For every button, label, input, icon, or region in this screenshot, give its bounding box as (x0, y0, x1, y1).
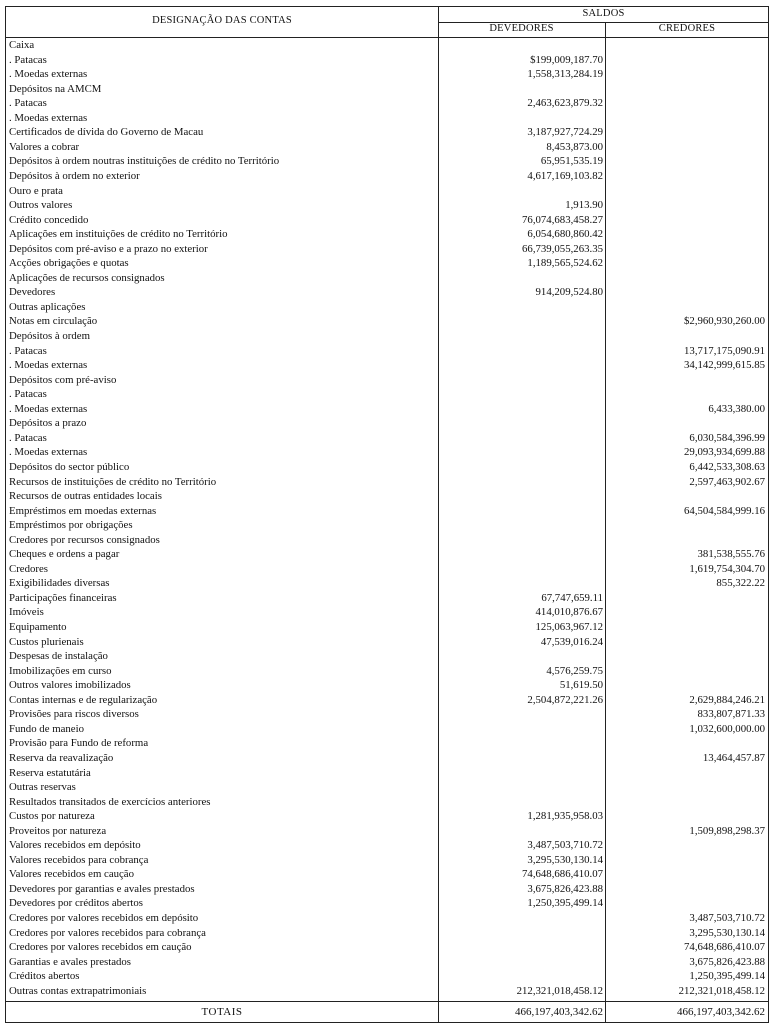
credores-value: 833,807,871.33 (697, 708, 765, 721)
account-name: Proveitos por natureza (9, 824, 107, 837)
devedores-value: 4,576,259.75 (546, 664, 603, 677)
table-row (6, 300, 770, 315)
devedores-value: 1,913.90 (565, 199, 603, 212)
credores-value: 2,629,884,246.21 (689, 693, 765, 706)
account-name: Outros valores (9, 199, 73, 212)
account-name: Equipamento (9, 621, 67, 633)
table-row (6, 489, 770, 504)
totals-credores: 466,197,403,342.62 (677, 1006, 765, 1018)
table-row (6, 169, 770, 184)
header-designacao: DESIGNAÇÃO DAS CONTAS (152, 15, 292, 26)
account-name: . Patacas (9, 97, 47, 110)
devedores-value: 67,747,659.11 (541, 591, 603, 604)
table-row (6, 402, 770, 417)
devedores-value: 3,295,530,130.14 (527, 853, 603, 866)
devedores-value: 2,463,623,879.32 (527, 97, 603, 110)
account-name: . Moedas externas (9, 402, 88, 415)
credores-value: 6,433,380.00 (708, 402, 765, 415)
table-row (6, 751, 770, 766)
devedores-value: 1,250,395,499.14 (527, 897, 603, 910)
account-name: Reserva da reavalização (9, 751, 114, 764)
account-name: Credores por recursos consignados (9, 533, 160, 546)
table-row (6, 256, 770, 271)
table-row (6, 314, 770, 329)
account-name: . Patacas (9, 53, 47, 66)
totals-devedores: 466,197,403,342.62 (515, 1006, 603, 1018)
account-name: Depósitos à ordem noutras instituições de crédito no Território (9, 155, 280, 168)
credores-value: 29,093,934,699.88 (684, 446, 765, 459)
account-name: . Moedas externas (9, 446, 88, 459)
credores-value: 34,142,999,615.85 (684, 359, 765, 372)
account-name: Devedores (9, 286, 56, 299)
account-name: Outras reservas (9, 781, 76, 794)
table-row (6, 547, 770, 562)
table-row (6, 838, 770, 853)
table-row (6, 96, 770, 111)
table-row (6, 373, 770, 388)
account-name: Provisão para Fundo de reforma (9, 737, 149, 750)
credores-value: 13,464,457.87 (702, 751, 765, 764)
devedores-value: $199,009,187.70 (530, 53, 603, 66)
devedores-value: 6,054,680,860.42 (527, 228, 603, 241)
devedores-value: 1,558,313,284.19 (527, 68, 603, 81)
credores-value: 6,442,533,308.63 (689, 460, 765, 473)
balance-sheet-table (5, 6, 769, 1023)
credores-value: 1,250,395,499.14 (689, 970, 765, 983)
table-row (6, 853, 770, 868)
table-row (6, 213, 770, 228)
devedores-value: 1,189,565,524.62 (527, 257, 603, 270)
account-name: Crédito concedido (9, 213, 89, 226)
account-name: Outras contas extrapatrimoniais (9, 984, 147, 997)
table-row (6, 125, 770, 140)
totals-row (6, 1002, 770, 1022)
table-row (6, 649, 770, 664)
table-row (6, 285, 770, 300)
account-name: Resultados transitados de exercícios anteriores (9, 795, 211, 808)
account-name: Custos plurienais (9, 635, 84, 648)
devedores-value: 2,504,872,221.26 (527, 693, 603, 706)
account-name: . Moedas externas (9, 359, 88, 372)
table-row (6, 867, 770, 882)
account-name: Reserva estatutária (9, 766, 91, 779)
credores-value: 1,619,754,304.70 (689, 562, 765, 575)
account-name: Aplicações em instituições de crédito no Território (9, 228, 228, 241)
account-name: . Moedas externas (9, 68, 88, 81)
table-row (6, 678, 770, 693)
table-row (6, 242, 770, 257)
table-row (6, 591, 770, 606)
devedores-value: 4,617,169,103.82 (527, 169, 603, 182)
account-name: Acções obrigações e quotas (9, 257, 129, 270)
account-name: Despesas de instalação (9, 650, 108, 663)
devedores-value: 414,010,876.67 (535, 606, 603, 619)
table-row (6, 984, 770, 999)
table-row (6, 358, 770, 373)
credores-value: 3,295,530,130.14 (689, 926, 765, 939)
credores-value: 13,717,175,090.91 (684, 344, 765, 357)
credores-value: 6,030,584,396.99 (689, 431, 765, 444)
account-name: Depósitos à ordem (9, 330, 90, 342)
account-name: Contas internas e de regularização (9, 693, 158, 706)
table-row (6, 460, 770, 475)
table-row (6, 111, 770, 126)
account-name: Participações financeiras (9, 591, 117, 604)
account-name: Credores (9, 562, 48, 575)
table-row (6, 969, 770, 984)
devedores-value: 76,074,683,458.27 (522, 213, 603, 226)
credores-value: 381,538,555.76 (697, 548, 765, 561)
account-name: Credores por valores recebidos em caução (9, 941, 192, 954)
credores-value: 2,597,463,902.67 (689, 475, 765, 488)
devedores-value: 66,739,055,263.35 (522, 242, 603, 255)
table-row (6, 809, 770, 824)
credores-value: 855,322.22 (716, 577, 765, 590)
account-name: Créditos abertos (9, 970, 80, 983)
account-name: Imóveis (9, 606, 44, 619)
table-row (6, 736, 770, 751)
devedores-value: 212,321,018,458.12 (516, 984, 603, 997)
table-row (6, 620, 770, 635)
credores-value: 64,504,584,999.16 (684, 504, 765, 517)
account-name: Provisões para riscos diversos (9, 708, 139, 721)
table-row (6, 780, 770, 795)
account-name: Valores recebidos em depósito (9, 839, 141, 852)
credores-value: 3,675,826,423.88 (689, 955, 765, 968)
table-row (6, 707, 770, 722)
account-name: Depósitos na AMCM (9, 82, 102, 95)
account-name: Aplicações de recursos consignados (9, 271, 165, 284)
table-row (6, 445, 770, 460)
table-row (6, 562, 770, 577)
table-row (6, 795, 770, 810)
table-row (6, 82, 770, 97)
table-row (6, 344, 770, 359)
account-name: Garantias e avales prestados (9, 955, 132, 968)
table-row (6, 911, 770, 926)
account-name: Empréstimos por obrigações (9, 519, 133, 532)
account-name: Credores por valores recebidos para cobrança (9, 926, 206, 939)
devedores-value: 914,209,524.80 (535, 286, 603, 299)
table-row (6, 518, 770, 533)
table-row (6, 475, 770, 490)
account-name: . Moedas externas (9, 111, 88, 124)
credores-value: 1,032,600,000.00 (689, 722, 765, 735)
header-credores: CREDORES (658, 23, 716, 34)
table-row (6, 576, 770, 591)
account-name: Ouro e prata (9, 184, 63, 197)
devedores-value: 3,187,927,724.29 (527, 126, 603, 139)
account-name: Recursos de outras entidades locais (9, 490, 162, 503)
table-row (6, 67, 770, 82)
account-name: Valores recebidos para cobrança (9, 853, 149, 866)
devedores-value: 47,539,016.24 (540, 635, 603, 648)
table-row (6, 416, 770, 431)
account-name: Outras aplicações (9, 300, 86, 313)
table-row (6, 693, 770, 708)
account-name: Cheques e ordens a pagar (9, 548, 120, 561)
account-name: Devedores por créditos abertos (9, 897, 144, 910)
credores-value: $2,960,930,260.00 (684, 315, 765, 328)
account-name: Depósitos do sector público (9, 460, 130, 473)
devedores-value: 8,453,873.00 (546, 140, 603, 153)
account-name: Valores recebidos em caução (9, 868, 135, 881)
account-name: Depósitos à ordem no exterior (9, 169, 140, 182)
table-row (6, 664, 770, 679)
table-row (6, 766, 770, 781)
credores-value: 74,648,686,410.07 (684, 941, 765, 954)
devedores-value: 51,619.50 (559, 679, 603, 692)
table-row (6, 271, 770, 286)
account-name: . Patacas (9, 344, 47, 357)
table-row (6, 882, 770, 897)
table-row (6, 926, 770, 941)
devedores-value: 125,063,967.12 (535, 621, 603, 633)
table-row (6, 387, 770, 402)
devedores-value: 74,648,686,410.07 (522, 868, 603, 881)
account-name: Notas em circulação (9, 315, 98, 328)
table-row (6, 824, 770, 839)
table-row (6, 896, 770, 911)
table-row (6, 605, 770, 620)
account-name: Outros valores imobilizados (9, 679, 131, 692)
account-name: Valores a cobrar (9, 140, 80, 153)
table-row (6, 533, 770, 548)
table-row (6, 329, 770, 344)
table-row (6, 504, 770, 519)
account-name: Depósitos a prazo (9, 417, 87, 430)
totals-label: TOTAIS (201, 1006, 243, 1018)
credores-value: 1,509,898,298.37 (689, 824, 765, 837)
credores-value: 3,487,503,710.72 (689, 912, 765, 924)
table-row (6, 722, 770, 737)
devedores-value: 3,675,826,423.88 (527, 882, 603, 895)
devedores-value: 1,281,935,958.03 (527, 810, 603, 823)
devedores-value: 65,951,535.19 (540, 155, 603, 168)
account-name: Depósitos com pré-aviso e a prazo no exterior (9, 242, 208, 255)
table-row (6, 635, 770, 650)
account-name: . Patacas (9, 388, 47, 401)
table-row (6, 431, 770, 446)
table-row (6, 154, 770, 169)
account-name: Exigibilidades diversas (9, 577, 110, 590)
account-name: Certificados de dívida do Governo de Macau (9, 126, 204, 139)
table-row (6, 140, 770, 155)
account-name: Credores por valores recebidos em depósito (9, 912, 199, 924)
account-name: Recursos de instituições de crédito no Território (9, 475, 217, 488)
table-row (6, 227, 770, 242)
account-name: Imobilizações em curso (9, 664, 112, 677)
account-name: . Patacas (9, 431, 47, 444)
account-name: Devedores por garantias e avales prestados (9, 882, 195, 895)
account-name: Custos por natureza (9, 810, 95, 823)
account-name: Fundo de maneio (9, 722, 84, 735)
credores-value: 212,321,018,458.12 (678, 984, 765, 997)
account-name: Depósitos com pré-aviso (9, 373, 117, 386)
table-row (6, 184, 770, 199)
table-row (6, 38, 770, 53)
table-row (6, 198, 770, 213)
account-name: Empréstimos em moedas externas (9, 504, 157, 517)
table-row (6, 53, 770, 68)
account-name: Caixa (9, 39, 35, 51)
table-row (6, 940, 770, 955)
header-saldos: SALDOS (582, 8, 625, 19)
table-row (6, 955, 770, 970)
devedores-value: 3,487,503,710.72 (527, 839, 603, 852)
header-devedores: DEVEDORES (489, 23, 554, 34)
